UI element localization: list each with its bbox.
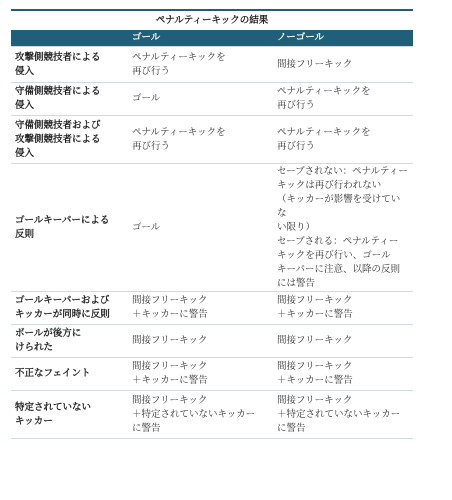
- header-no-goal: ノーゴール: [273, 30, 413, 47]
- table-row: [11, 83, 413, 116]
- table-row: [11, 391, 413, 439]
- row-label: 特定されていない キッカー: [11, 391, 128, 439]
- goal-cell: 間接フリーキック ＋特定されていないキッカー に警告: [128, 391, 273, 439]
- header-goal: ゴール: [128, 30, 273, 47]
- row-label: ゴールキーパーによる 反則: [11, 164, 128, 292]
- goal-cell: ゴール: [128, 164, 273, 292]
- no-goal-cell: 間接フリーキック: [273, 325, 413, 358]
- table-row: [11, 325, 413, 358]
- no-goal-cell: セーブされない：ペナルティー キックは再び行われない （キッカーが影響を受けていな い限り） セーブされる：ペナルティー キックを再び行い、ゴール キーパーに注意、以降の反則 には警告: [273, 164, 413, 292]
- table-row: [11, 358, 413, 391]
- row-label: ボールが後方に けられた: [11, 325, 128, 358]
- no-goal-cell: 間接フリーキック ＋特定されていないキッカー に警告: [273, 391, 413, 439]
- goal-cell: 間接フリーキック ＋キッカーに警告: [128, 292, 273, 325]
- goal-cell: ゴール: [128, 83, 273, 116]
- row-label: 攻撃側競技者による 侵入: [11, 47, 128, 83]
- table-row: [11, 47, 413, 83]
- table-row: [11, 116, 413, 164]
- row-label: 守備側競技者および 攻撃側競技者による 侵入: [11, 116, 128, 164]
- no-goal-cell: ペナルティーキックを 再び行う: [273, 116, 413, 164]
- no-goal-cell: 間接フリーキック ＋キッカーに警告: [273, 358, 413, 391]
- goal-cell: ペナルティーキックを 再び行う: [128, 47, 273, 83]
- goal-cell: 間接フリーキック ＋キッカーに警告: [128, 358, 273, 391]
- table-row: [11, 164, 413, 292]
- goal-cell: 間接フリーキック: [128, 325, 273, 358]
- penalty-kick-results-table-container: [11, 9, 413, 439]
- no-goal-cell: ペナルティーキックを 再び行う: [273, 83, 413, 116]
- row-label: 守備側競技者による 侵入: [11, 83, 128, 116]
- goal-cell: ペナルティーキックを 再び行う: [128, 116, 273, 164]
- no-goal-cell: 間接フリーキック: [273, 47, 413, 83]
- table-row: [11, 292, 413, 325]
- row-label: ゴールキーパーおよび キッカーが同時に反則: [11, 292, 128, 325]
- header-empty: [11, 30, 128, 47]
- penalty-kick-results-table: [11, 9, 413, 439]
- row-label: 不正なフェイント: [11, 358, 128, 391]
- no-goal-cell: 間接フリーキック ＋キッカーに警告: [273, 292, 413, 325]
- table-title: ペナルティーキックの結果: [11, 10, 413, 30]
